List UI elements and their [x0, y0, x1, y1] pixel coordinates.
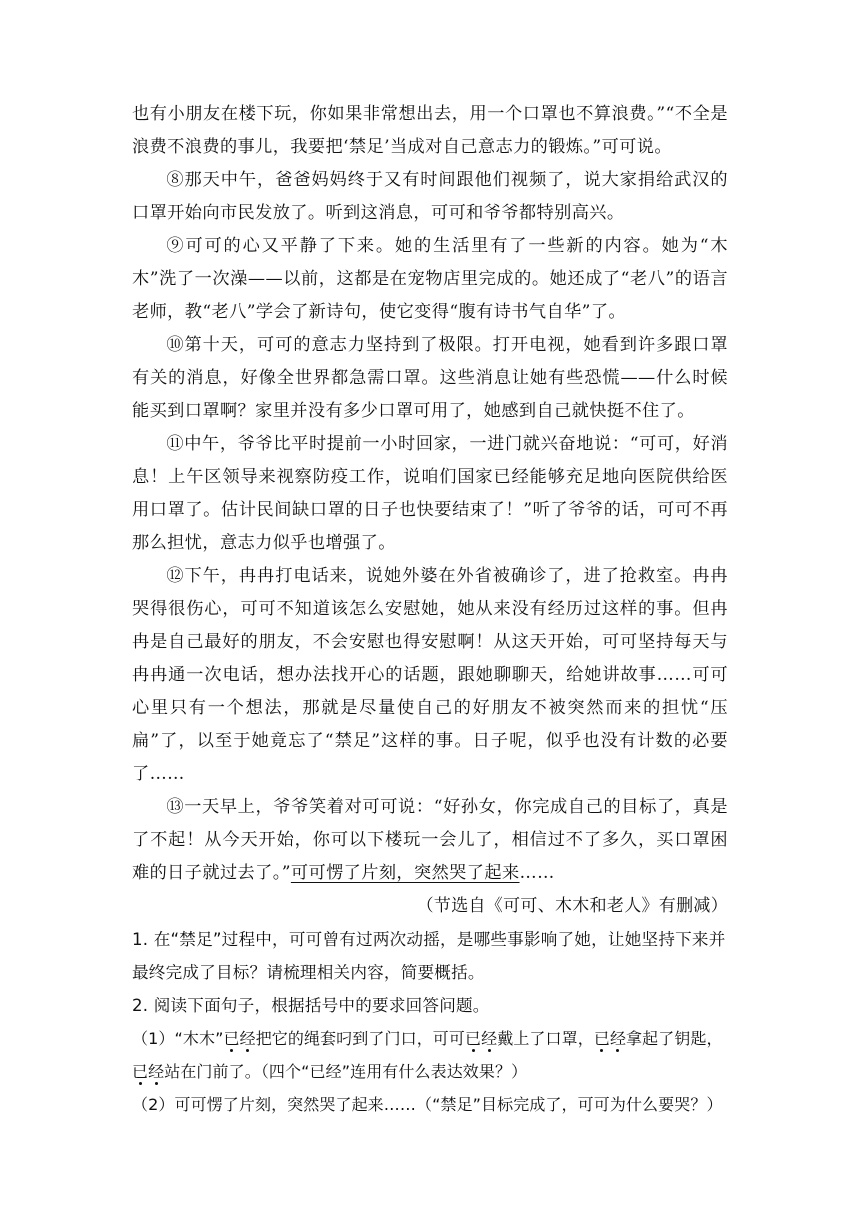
dotted-char: 经	[609, 1029, 627, 1048]
question-2-1	[132, 1022, 728, 1088]
paragraph-10: ⑩第十天，可可的意志力坚持到了极限。打开电视，她看到许多跟口罩有关的消息，好像全世界都急需口罩。这些消息让她有些恐慌——什么时候能买到口罩啊？家里并没有多少口罩可用了，她感到自己就快挺不住了。	[132, 335, 728, 421]
question-1: 1. 在“禁足”过程中，可可曾有过两次动摇，是哪些事影响了她，让她坚持下来并最终完成了目标？请梳理相关内容，简要概括。	[132, 930, 726, 982]
q2-1-text: 把它的绳套叼到了门口，可可	[255, 1029, 465, 1048]
paragraph-13	[132, 791, 728, 890]
dotted-char: 已	[223, 1029, 240, 1048]
dotted-word	[223, 1029, 255, 1048]
dotted-char: 已	[465, 1029, 482, 1048]
q2-1-text: 站在门前了。（四个“已经”连用有什么表达效果？）	[164, 1062, 528, 1081]
underlined-sentence: 可可愣了片刻，突然哭了起来	[290, 863, 520, 883]
question-2-2: （2）可可愣了片刻，突然哭了起来……（“禁足”目标完成了，可可为什么要哭？）	[132, 1095, 723, 1114]
dotted-char: 经	[148, 1062, 165, 1081]
q2-1-text: 戴上了口罩，	[497, 1029, 594, 1048]
dotted-char: 已	[593, 1029, 610, 1048]
paragraph-12: ⑫下午，冉冉打电话来，说她外婆在外省被确诊了，进了抢救室。冉冉哭得很伤心，可可不知道该怎么安慰她，她从来没有经历过这样的事。但冉冉是自己最好的朋友，不会安慰也得安慰啊！从这天开始，可可坚持每天与冉冉通一次电话，想办法找开心的话题，跟她聊聊天，给她讲故事……可可心里只有一个想法，那就是尽量使自己的好朋友不被突然而来的担忧“压扁”了，以至于她竟忘了“禁足”这样的事。日子呢，似乎也没有计数的必要了……	[132, 566, 728, 784]
paragraph-9: ⑨可可的心又平静了下来。她的生活里有了一些新的内容。她为“木木”洗了一次澡——以前，这都是在宠物店里完成的。她还成了“老八”的语言老师，教“老八”学会了新诗句，使它变得“腹有诗书气自华”了。	[132, 236, 728, 322]
q2-1-text: （1）“木木”	[132, 1029, 224, 1048]
dotted-word	[132, 1062, 164, 1081]
paragraph-11: ⑪中午，爷爷比平时提前一小时回家，一进门就兴奋地说：“可可，好消息！上午区领导来视察防疫工作，说咱们国家已经能够充足地向医院供给医用口罩了。估计民间缺口罩的日子也快要结束了！”听了爷爷的话，可可不再那么担忧，意志力似乎也增强了。	[132, 434, 728, 553]
paragraph-8: ⑧那天中午，爸爸妈妈终于又有时间跟他们视频了，说大家捐给武汉的口罩开始向市民发放了。听到这消息，可可和爷爷都特别高兴。	[132, 170, 728, 223]
paragraph-7-tail: 也有小朋友在楼下玩，你如果非常想出去，用一个口罩也不算浪费。”“不全是浪费不浪费的事儿，我要把‘禁足’当成对自己意志力的锻炼。”可可说。	[132, 104, 728, 157]
paragraph-13-main: ⑬一天早上，爷爷笑着对可可说：“好孙女，你完成自己的目标了，真是了不起！从今天开始，你可以下楼玩一会儿了，相信过不了多久，买口罩困难的日子就过去了。”	[132, 797, 728, 883]
dotted-char: 经	[481, 1029, 498, 1048]
dotted-char: 经	[239, 1029, 256, 1048]
dotted-word	[594, 1029, 626, 1048]
dotted-char: 已	[132, 1062, 149, 1081]
paragraph-13-ellipsis: ……	[519, 863, 555, 883]
question-2: 2. 阅读下面句子，根据括号中的要求回答问题。	[132, 996, 490, 1015]
dotted-word	[465, 1029, 497, 1048]
q2-1-text: 拿起了钥匙，	[626, 1029, 723, 1048]
source-note: （节选自《可可、木木和老人》有删减）	[416, 896, 728, 916]
document-page	[132, 98, 728, 1121]
